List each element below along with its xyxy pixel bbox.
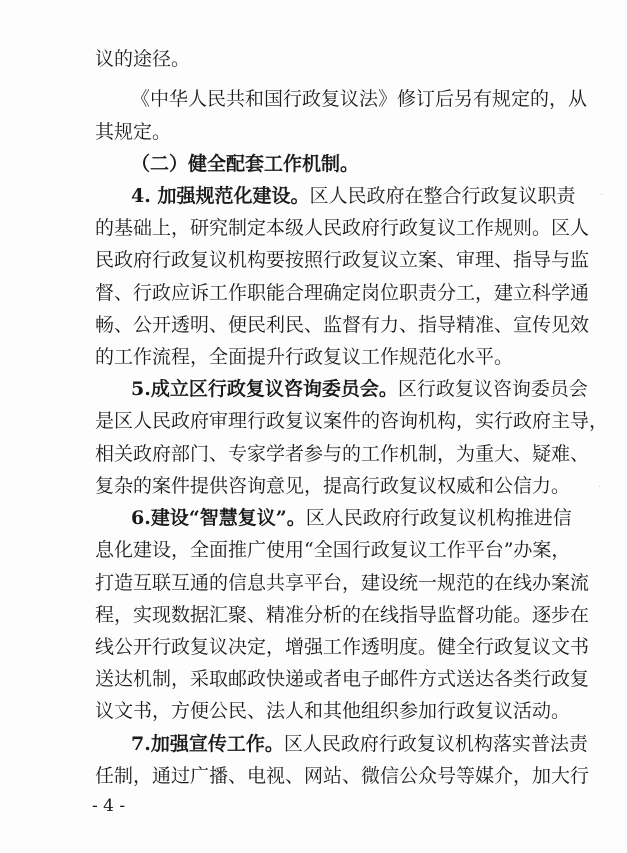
text-line: 的基础上，研究制定本级人民政府行政复议工作规则。区人 — [95, 217, 590, 239]
text-line: 打造互联互通的信息共享平台，建设统一规范的在线办案流 — [95, 572, 590, 594]
text-run: 区人民政府行政复议机构落实普法责 — [283, 733, 588, 755]
text-line: 督、行政应诉工作职能合理确定岗位职责分工，建立科学通 — [95, 282, 590, 304]
scan-speck: · — [600, 190, 604, 201]
paragraph-lead — [131, 506, 572, 530]
text-run: 区人民政府在整合行政复议职责 — [309, 185, 576, 207]
section-heading: （二）健全配套工作机制。 — [131, 153, 360, 175]
text-line: 议文书，方便公民、法人和其他组织参加行政复议活动。 — [95, 700, 571, 722]
item-heading: 6.建设“智慧复议”。 — [131, 507, 306, 529]
text-line: 民政府行政复议机构要按照行政复议立案、审理、指导与监 — [95, 249, 590, 271]
text-line: 《中华人民共和国行政复议法》修订后另有规定的，从 — [131, 88, 588, 110]
item-heading: 4. 加强规范化建设。 — [131, 185, 310, 207]
paragraph-lead — [131, 732, 588, 756]
text-run: 区行政复议咨询委员会 — [397, 378, 588, 400]
page-number: - 4 - — [92, 796, 126, 816]
text-line: 复杂的案件提供咨询意见，提高行政复议权威和公信力。 — [95, 475, 571, 497]
item-heading: 7.加强宣传工作。 — [131, 733, 284, 755]
text-line: 其规定。 — [95, 121, 172, 143]
text-line: 任制，通过广播、电视、网站、微信公众号等媒介，加大行 — [95, 765, 590, 787]
scan-speck: · — [598, 482, 602, 493]
text-run: 区人民政府行政复议机构推进信 — [305, 507, 572, 529]
text-line: 相关政府部门、专家学者参与的工作机制，为重大、疑难、 — [95, 443, 590, 465]
text-line: 议的途径。 — [95, 48, 191, 70]
text-line: 线公开行政复议决定，增强工作透明度。健全行政复议文书 — [95, 636, 590, 658]
paragraph-lead — [131, 184, 576, 208]
text-line: 程，实现数据汇聚、精准分析的在线指导监督功能。逐步在 — [95, 604, 590, 626]
text-line: 是区人民政府审理行政复议案件的咨询机构，实行政府主导， — [95, 410, 609, 432]
paragraph-lead — [131, 377, 588, 401]
text-line: 送达机制，采取邮政快递或者电子邮件方式送达各类行政复 — [95, 668, 590, 690]
text-line: 息化建设，全面推广使用“全国行政复议工作平台”办案， — [95, 539, 571, 561]
text-line: 的工作流程，全面提升行政复议工作规范化水平。 — [95, 346, 514, 368]
item-heading: 5.成立区行政复议咨询委员会。 — [131, 378, 398, 400]
text-line: 畅、公开透明、便民利民、监督有力、指导精准、宣传见效 — [95, 314, 590, 336]
